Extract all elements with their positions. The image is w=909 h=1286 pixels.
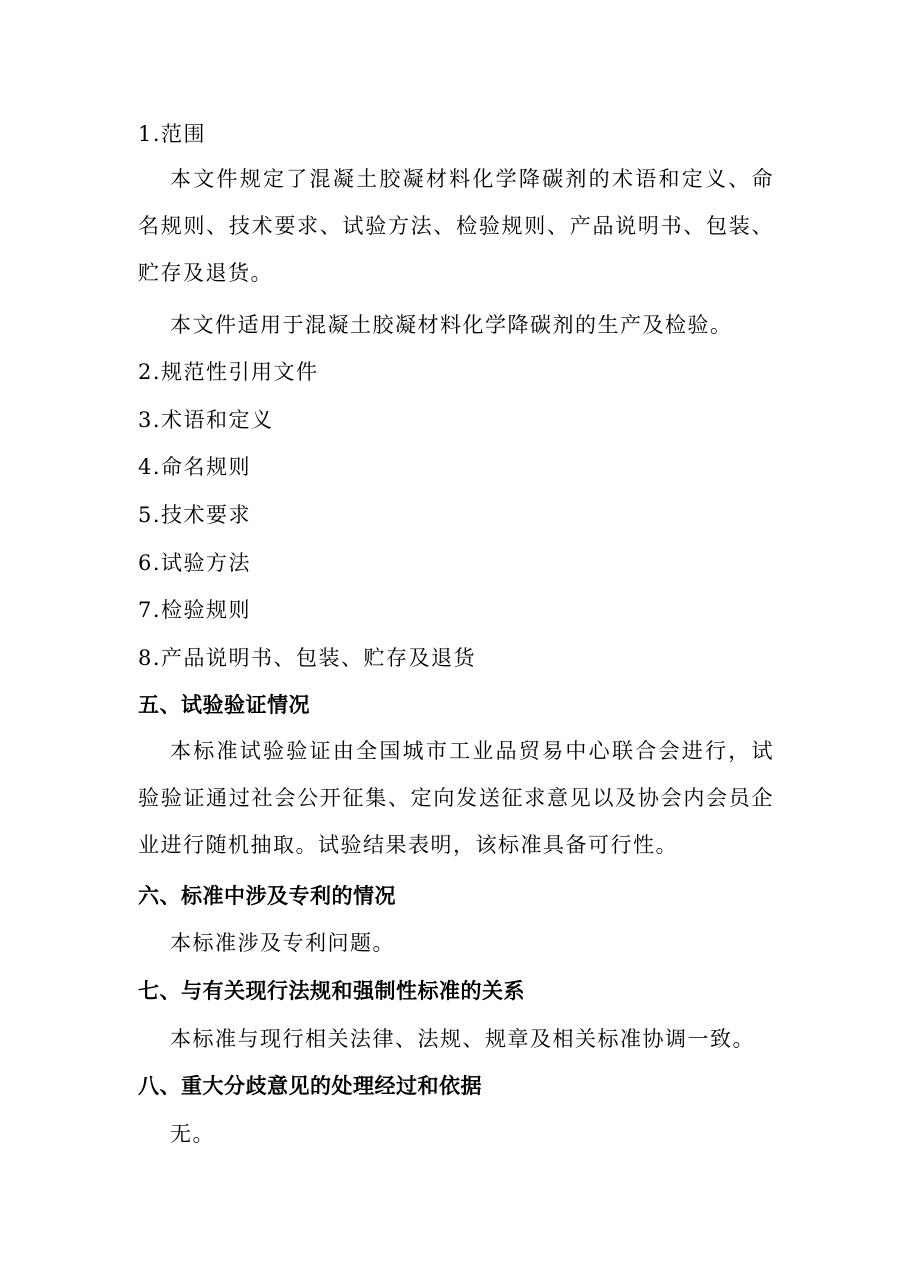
section-6-title: 6.试验方法 [138, 551, 252, 575]
section-1-title: 1.范围 [138, 122, 207, 146]
section-1-paragraph-applicability: 本文件适用于混凝土胶凝材料化学降碳剂的生产及检验。 [170, 313, 733, 337]
section-7-title: 7.检验规则 [138, 598, 252, 622]
section-5-title: 5.技术要求 [138, 503, 252, 527]
chapter-six-heading: 六、标准中涉及专利的情况 [138, 884, 396, 908]
section-4-title: 4.命名规则 [138, 455, 252, 479]
chapter-seven-body: 本标准与现行相关法律、法规、规章及相关标准协调一致。 [170, 1027, 755, 1051]
section-3-title: 3.术语和定义 [138, 408, 274, 432]
section-2-title: 2.规范性引用文件 [138, 360, 319, 384]
chapter-six-body: 本标准涉及专利问题。 [170, 931, 395, 955]
chapter-eight-body: 无。 [170, 1122, 215, 1146]
section-1-paragraph-scope: 本文件规定了混凝土胶凝材料化学降碳剂的术语和定义、命名规则、技术要求、试验方法、检验规则、产品说明书、包装、贮存及退货。 [138, 167, 774, 285]
section-8-title: 8.产品说明书、包装、贮存及退货 [138, 646, 477, 670]
chapter-eight-heading: 八、重大分歧意见的处理经过和依据 [138, 1074, 482, 1098]
chapter-seven-heading: 七、与有关现行法规和强制性标准的关系 [138, 979, 525, 1003]
chapter-five-body: 本标准试验验证由全国城市工业品贸易中心联合会进行，试验验证通过社会公开征集、定向发送征求意见以及协会内会员企业进行随机抽取。试验结果表明，该标准具备可行性。 [138, 739, 774, 857]
chapter-five-heading: 五、试验验证情况 [138, 693, 310, 717]
